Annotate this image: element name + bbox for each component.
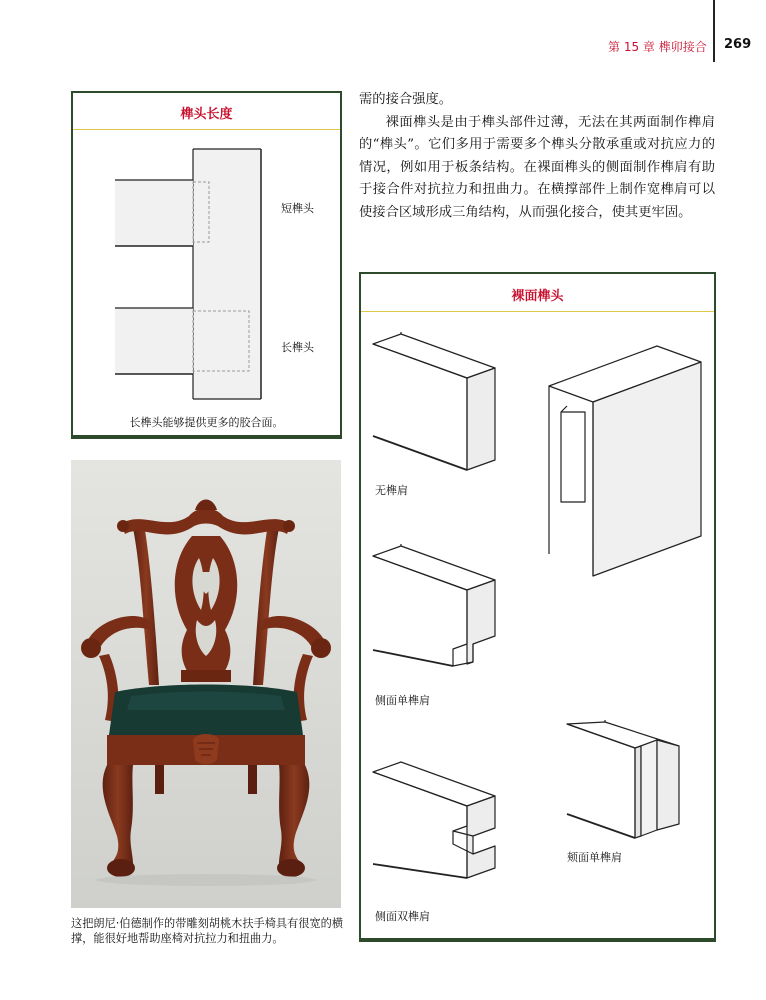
figure-title: 裸面榫头 — [511, 289, 564, 304]
page-number: 269 — [724, 37, 752, 52]
tenon-length-diagram — [73, 93, 340, 437]
header-divider — [713, 0, 715, 62]
tenon-no-shoulder — [373, 332, 495, 470]
label-cheek-single-shoulder: 颊面单榫肩 — [567, 851, 622, 864]
long-tenon-rail — [115, 308, 193, 374]
photo-caption: 这把朗尼·伯德制作的带雕刻胡桃木扶手椅具有很宽的横撑，能很好地帮助座椅对抗拉力和扭曲力。 — [71, 917, 344, 945]
tenon-cheek-single-shoulder — [567, 720, 679, 838]
tenon-single-side-shoulder — [373, 544, 495, 666]
post-member — [193, 149, 261, 399]
figure-title: 榫头长度 — [180, 107, 233, 122]
body-paragraph: 裸面榫头是由于榫头部件过薄，无法在其两面制作榫肩的“榫头”。它们多用于需要多个榫头分散承重或对抗应力的情况，例如用于板条结构。在裸面榫头的侧面制作榫肩有助于接合件对抗拉力和扭曲力。在横撑部件上制作宽榫肩可以使接合区域形成三角结构，从而强化接合，使其更牢固。 — [359, 114, 715, 220]
label-long-tenon: 长榫头 — [281, 341, 314, 354]
label-short-tenon: 短榫头 — [281, 202, 314, 215]
chapter-header: 第 15 章 榫卯接合 — [608, 40, 707, 54]
label-single-side-shoulder: 侧面单榫肩 — [375, 694, 430, 707]
figure-tenon-length — [71, 91, 342, 439]
body-continuation: 需的接合强度。 — [359, 92, 453, 107]
short-tenon-rail — [115, 180, 193, 246]
body-text — [359, 89, 715, 225]
figure-caption: 长榫头能够提供更多的胶合面。 — [129, 416, 284, 429]
figure-barefaced-tenon — [359, 272, 716, 942]
label-no-shoulder: 无榫肩 — [375, 484, 408, 497]
label-double-side-shoulder: 侧面双榫肩 — [375, 910, 430, 923]
tenon-double-side-shoulder — [373, 762, 495, 878]
chair-photo — [71, 460, 341, 908]
barefaced-tenon-diagram — [361, 274, 714, 940]
mortised-post — [549, 346, 701, 576]
